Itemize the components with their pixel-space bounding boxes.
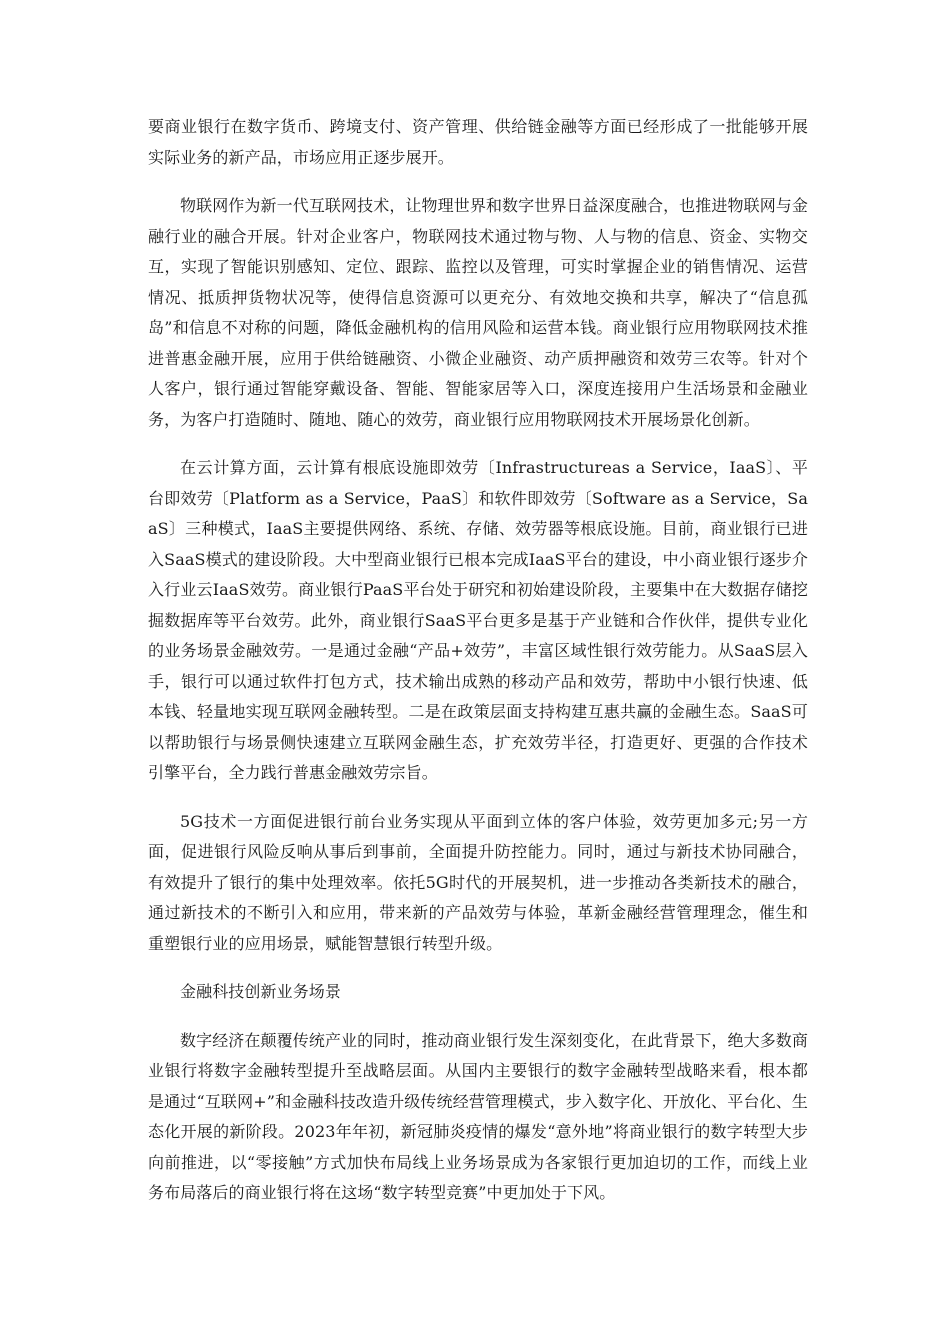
document-page: [148, 112, 808, 1227]
section-heading: 金融科技创新业务场景: [180, 982, 342, 1001]
paragraph-digital-economy: 数字经济在颠覆传统产业的同时，推动商业银行发生深刻变化，在此背景下，绝大多数商业银行将数字金融转型提升至战略层面。从国内主要银行的数字金融转型战略来看，根本都是通过“互联网+”和金融科技改造升级传统经营管理模式，步入数字化、开放化、平台化、生态化开展的新阶段。2023年年初，新冠肺炎疫情的爆发“意外地”将商业银行的数字转型大步向前推进，以“零接触”方式加快布局线上业务场景成为各家银行更加迫切的工作，而线上业务布局落后的商业银行将在这场“数字转型竞赛”中更加处于下风。: [148, 1030, 808, 1202]
paragraph-iot: 物联网作为新一代互联网技术，让物理世界和数字世界日益深度融合，也推进物联网与金融行业的融合开展。针对企业客户，物联网技术通过物与物、人与物的信息、资金、实物交互，实现了智能识别感知、定位、跟踪、监控以及管理，可实时掌握企业的销售情况、运营情况、抵质押货物状况等，使得信息资源可以更充分、有效地交换和共享，解决了“信息孤岛”和信息不对称的问题，降低金融机构的信用风险和运营本钱。商业银行应用物联网技术推进普惠金融开展，应用于供给链融资、小微企业融资、动产质押融资和效劳三农等。针对个人客户，银行通过智能穿戴设备、智能、智能家居等入口，深度连接用户生活场景和金融业务，为客户打造随时、随地、随心的效劳，商业银行应用物联网技术开展场景化创新。: [148, 196, 808, 429]
paragraph-cloud-computing: 在云计算方面，云计算有根底设施即效劳〔Infrastructureas a Service，IaaS〕、平台即效劳〔Platform as a Service，PaaS〕和软件即效劳〔Software as a Service，SaaS〕三种模式，IaaS主要提供网络、系统、存储、效劳器等根底设施。目前，商业银行已进入SaaS模式的建设阶段。大中型商业银行已根本完成IaaS平台的建设，中小商业银行逐步介入行业云IaaS效劳。商业银行PaaS平台处于研究和初始建设阶段，主要集中在大数据存储挖掘数据库等平台效劳。此外，商业银行SaaS平台更多是基于产业链和合作伙伴，提供专业化的业务场景金融效劳。一是通过金融“产品+效劳”，丰富区域性银行效劳能力。从SaaS层入手，银行可以通过软件打包方式，技术输出成熟的移动产品和效劳，帮助中小银行快速、低本钱、轻量地实现互联网金融转型。二是在政策层面支持构建互惠共赢的金融生态。SaaS可以帮助银行与场景侧快速建立互联网金融生态，扩充效劳半径，打造更好、更强的合作技术引擎平台，全力践行普惠金融效劳宗旨。: [148, 458, 808, 782]
paragraph-continued: 要商业银行在数字货币、跨境支付、资产管理、供给链金融等方面已经形成了一批能够开展实际业务的新产品，市场应用正逐步展开。: [148, 117, 808, 167]
paragraph-5g: 5G技术一方面促进银行前台业务实现从平面到立体的客户体验，效劳更加多元;另一方面，促进银行风险反响从事后到事前，全面提升防控能力。同时，通过与新技术协同融合，有效提升了银行的集中处理效率。依托5G时代的开展契机，进一步推动各类新技术的融合，通过新技术的不断引入和应用，带来新的产品效劳与体验，革新金融经营管理理念，催生和重塑银行业的应用场景，赋能智慧银行转型升级。: [148, 811, 808, 953]
